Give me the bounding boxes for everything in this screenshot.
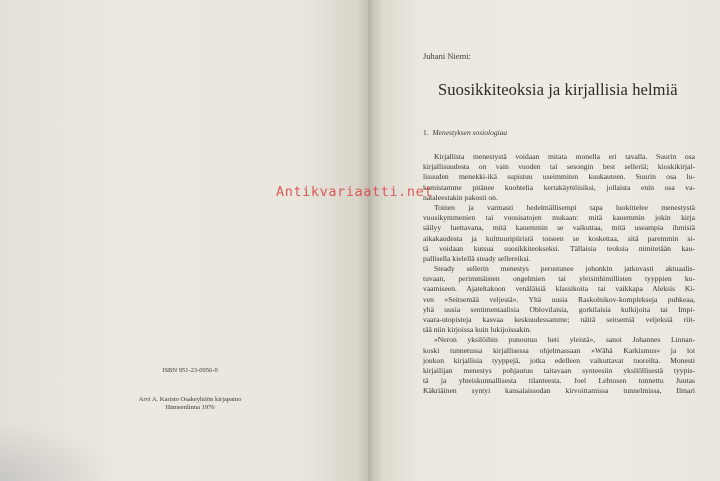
body-line: aikakaudesta ja kulttuuripiiristä toiseen se koskettaa, sitä paremmin si- bbox=[423, 233, 695, 243]
body-line: lisuuden menekki-ikä supistuu useimmiten kuukauteen. Suurin osa lu- bbox=[423, 172, 695, 182]
chapter-author: Juhani Niemi: bbox=[423, 51, 471, 61]
isbn-line: ISBN 951-23-0956-0 bbox=[162, 367, 218, 374]
body-line: tä ja yhteiskunnallisesta tilanteesta. Joel Lehtosen tunnettu Juutas bbox=[423, 376, 695, 386]
body-line: vaara-utopisteja kasvaa keskuudessamme; näitä seitsemiä veljeksiä riit- bbox=[423, 315, 695, 324]
printer-line-1: Arvi A. Karisto Osakeyhtiön kirjapaino bbox=[138, 396, 242, 403]
body-line: vuosikymmenien tai vuosisatojen mukaan: mitä kauemmin jokin kirja bbox=[423, 213, 695, 223]
body-line: kemistamme pitänee kuohtelia kertakäyttöisiksi, jollaista enin osa va- bbox=[423, 182, 695, 192]
body-line: kirjallisuudesta on vain vuoden tai sesongin best selleriä; kioskikirjal- bbox=[423, 162, 695, 172]
body-line: tä voidaan kutsua suosikkiteokseksi. Tällaisia teoksia nimitetään kau- bbox=[423, 243, 695, 253]
body-line: vaamiseen. Ajateltakoon venäläisiä klassikoita tai vaikkapa Aleksis Ki- bbox=[423, 284, 695, 294]
section-number: 1. bbox=[423, 128, 429, 137]
body-text bbox=[423, 152, 695, 397]
body-line: joukon kirjallisia tyyppejä, jotka edelleen vaikuttavat tuoreilta. Monesti bbox=[423, 355, 695, 365]
body-line: tää niin kirjoissa kuin lukijoissakin. bbox=[423, 325, 532, 335]
body-line: Toinen ja varmasti hedelmällisempi tapa luokittelee menestystä bbox=[434, 202, 695, 212]
printer-line-2: Hämeenlinna 1976 bbox=[165, 404, 215, 411]
printer-imprint bbox=[110, 396, 270, 412]
body-line: nataleestakin pakosti on. bbox=[423, 192, 498, 202]
section-title: Menestyksen sosiologiaa bbox=[432, 128, 508, 137]
body-line: koski tunnetussa kirjallisessa ohjelmassaan »Wähä Karkismus» ja loi bbox=[423, 345, 695, 355]
body-line: säilyy luettavana, mitä kauemmin se vaikuttaa, mitä useampia ihmisiä bbox=[423, 223, 695, 233]
chapter-title: Suosikkiteoksia ja kirjallisia helmiä bbox=[438, 80, 678, 99]
body-line: Kirjallista menestystä voidaan mitata monella eri tavalla. Suurin osa bbox=[434, 152, 695, 161]
body-line: pallisella kielellä steady sellereiksi. bbox=[423, 253, 531, 263]
watermark-text: Antikvariaatti.net bbox=[276, 184, 434, 200]
body-line: Steady sellerin menestys perustunee johonkin jatkuvasti aktuaalis- bbox=[434, 264, 695, 274]
body-line: tuvaan, perimmäisten ongelmien tai yleisinhimillisten tyyppien ku- bbox=[423, 274, 695, 284]
body-line: »Neron yksilöihin punoutuu heti yleistä», sanoi Johannes Linnan- bbox=[434, 335, 695, 345]
body-line: kirjailijan menestys pohjautuu taitavaan synteesiin yksilöllisestä tyypis- bbox=[423, 365, 695, 375]
body-line: ven »Seitsemää veljestä». Yhä uusia Raskolnikov-komplekseja puhkeaa, bbox=[423, 294, 695, 304]
section-heading bbox=[423, 128, 507, 137]
body-line: yhä uusia sentimentaalisia Oblovilaisia, gorkilaisia kulkijoita tai Impi- bbox=[423, 304, 695, 314]
body-line: Käkriäinen syntyi kansalaissodan kirvoittamissa tunnelmissa, Ilmari bbox=[423, 386, 695, 396]
